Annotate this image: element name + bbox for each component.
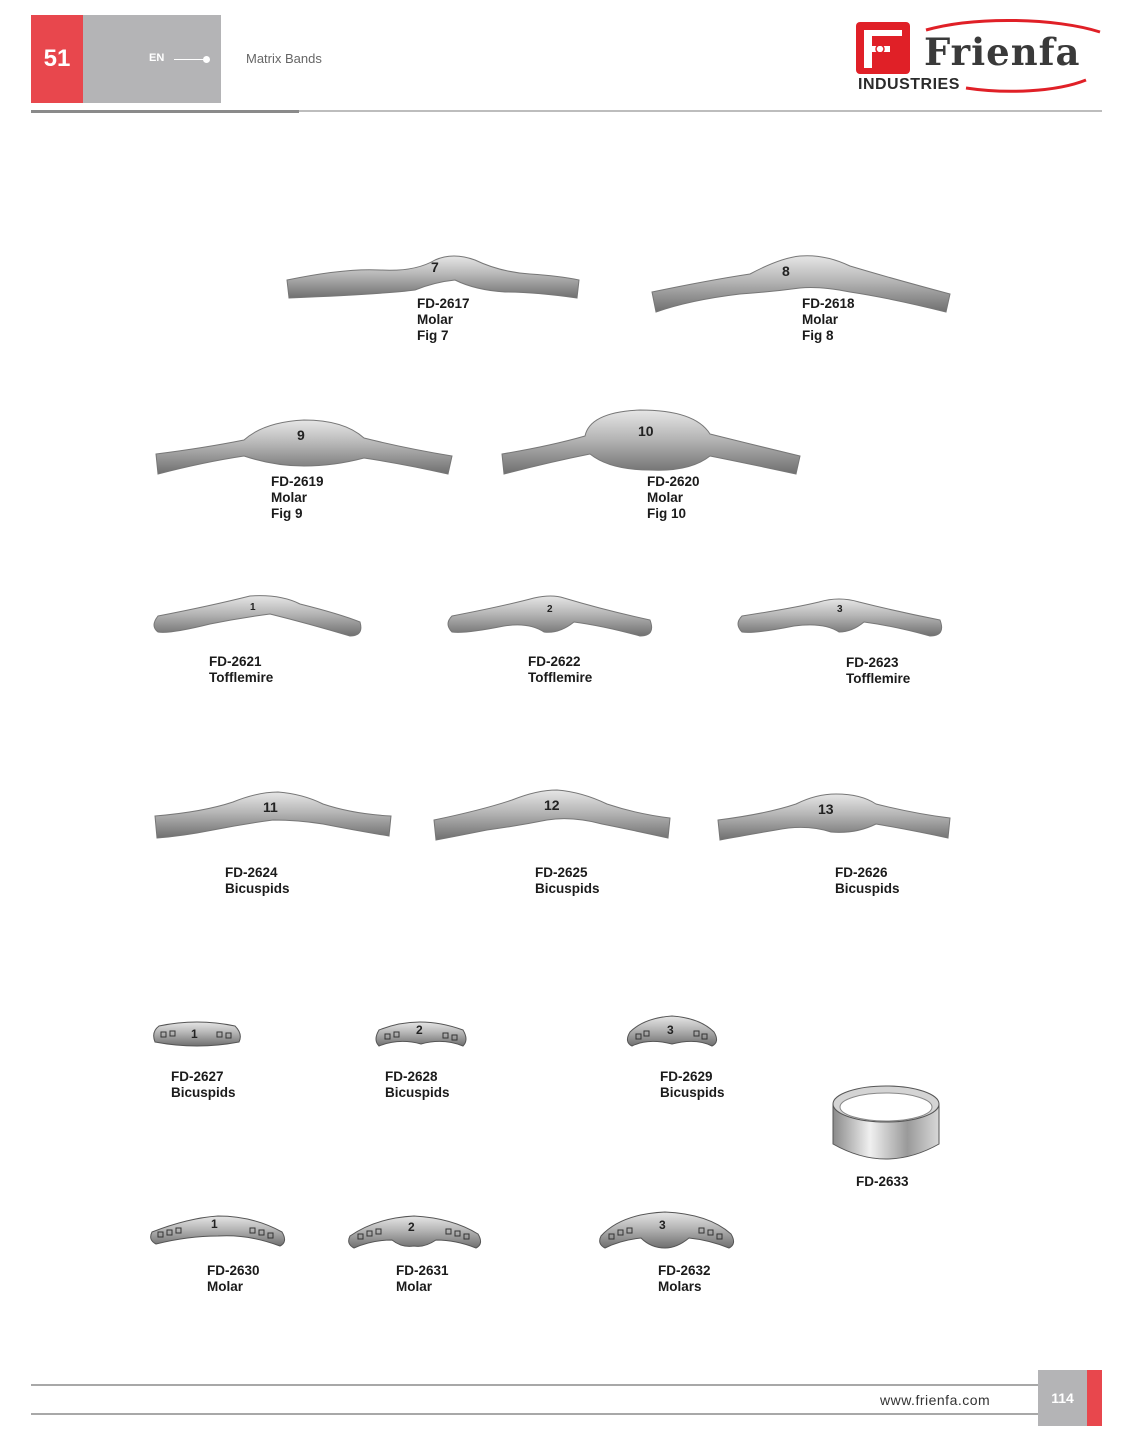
figure-number: 1 — [250, 602, 256, 613]
product-label — [271, 474, 324, 522]
product-label — [535, 865, 600, 897]
figure-number: 9 — [297, 427, 305, 443]
product-type: Tofflemire — [846, 671, 911, 686]
matrix-band-shape — [500, 408, 802, 476]
product-type: Bicuspids — [835, 881, 900, 896]
footer-rule-top — [31, 1384, 1038, 1386]
logo-wordmark: Frienfa — [924, 30, 1081, 74]
matrix-band-shape — [716, 792, 952, 842]
matrix-band-shape — [624, 1014, 720, 1048]
matrix-band-shape — [153, 790, 393, 842]
matrix-band-shape — [734, 594, 946, 640]
product-label — [658, 1263, 711, 1295]
product-type: Molar — [396, 1279, 433, 1294]
product-code: FD-2628 — [385, 1069, 438, 1084]
product-code: FD-2622 — [528, 654, 581, 669]
product-type: Bicuspids — [535, 881, 600, 896]
matrix-band-shape — [444, 592, 656, 640]
product-code: FD-2621 — [209, 654, 262, 669]
matrix-band-ring — [829, 1082, 943, 1166]
product-label — [417, 296, 470, 344]
product-label — [528, 654, 592, 686]
product-type: Bicuspids — [660, 1085, 725, 1100]
figure-number: 8 — [782, 263, 790, 279]
product-code: FD-2627 — [171, 1069, 224, 1084]
product-figure: Fig 9 — [271, 506, 303, 521]
product-label — [396, 1263, 449, 1295]
figure-number: 12 — [544, 797, 560, 813]
figure-number: 7 — [431, 259, 439, 275]
matrix-band-shape — [285, 252, 581, 300]
product-type: Molar — [207, 1279, 244, 1294]
product-type: Molars — [658, 1279, 702, 1294]
product-figure: Fig 10 — [647, 506, 687, 521]
website-link[interactable]: www.frienfa.com — [880, 1392, 991, 1408]
product-code: FD-2629 — [660, 1069, 713, 1084]
product-figure: Fig 7 — [417, 328, 449, 343]
product-label — [171, 1069, 236, 1101]
product-type: Bicuspids — [225, 881, 290, 896]
product-type: Molar — [647, 490, 684, 505]
product-type: Bicuspids — [385, 1085, 450, 1100]
product-code: FD-2632 — [658, 1263, 711, 1278]
product-label — [802, 296, 855, 344]
figure-number: 1 — [191, 1027, 198, 1041]
figure-number: 1 — [211, 1217, 218, 1231]
product-code: FD-2624 — [225, 865, 278, 880]
product-type: Molar — [417, 312, 454, 327]
product-label — [647, 474, 700, 522]
figure-number: 11 — [263, 799, 278, 815]
page-number: 114 — [1051, 1390, 1074, 1406]
matrix-band-shape — [346, 1212, 484, 1250]
figure-number: 2 — [408, 1220, 415, 1234]
logo-subtitle: INDUSTRIES — [858, 76, 960, 93]
language-label: EN — [149, 52, 165, 64]
matrix-band-shape — [154, 416, 454, 476]
product-type: Molar — [271, 490, 308, 505]
figure-number: 2 — [547, 604, 553, 615]
product-label — [846, 655, 910, 687]
product-code: FD-2631 — [396, 1263, 449, 1278]
product-label — [660, 1069, 725, 1101]
section-title: Matrix Bands — [246, 51, 322, 66]
product-code: FD-2619 — [271, 474, 324, 489]
product-figure: Fig 8 — [802, 328, 834, 343]
language-line — [174, 59, 204, 60]
product-label — [856, 1174, 909, 1190]
matrix-band-shape — [151, 1020, 243, 1050]
product-type: Tofflemire — [528, 670, 593, 685]
figure-number: 3 — [659, 1218, 666, 1232]
matrix-band-shape — [597, 1208, 737, 1250]
matrix-band-shape — [373, 1018, 469, 1050]
product-type: Bicuspids — [171, 1085, 236, 1100]
product-label — [225, 865, 290, 897]
product-code: FD-2630 — [207, 1263, 260, 1278]
product-label — [385, 1069, 450, 1101]
header-rule-accent — [31, 110, 299, 113]
product-type: Tofflemire — [209, 670, 274, 685]
product-label — [207, 1263, 260, 1295]
figure-number: 13 — [818, 801, 834, 817]
product-code: FD-2625 — [535, 865, 588, 880]
matrix-band-shape — [148, 1212, 288, 1248]
figure-number: 3 — [667, 1023, 674, 1037]
product-code: FD-2617 — [417, 296, 470, 311]
product-type: Molar — [802, 312, 839, 327]
product-label — [835, 865, 900, 897]
chapter-number: 51 — [43, 45, 71, 72]
matrix-band-shape — [650, 252, 952, 314]
product-code: FD-2620 — [647, 474, 700, 489]
figure-number: 3 — [837, 604, 843, 615]
figure-number: 10 — [638, 423, 654, 439]
page-tab-accent — [1087, 1370, 1102, 1426]
matrix-band-shape — [150, 592, 364, 640]
language-dot — [203, 56, 210, 63]
matrix-band-shape — [432, 788, 672, 842]
product-code: FD-2618 — [802, 296, 855, 311]
footer-rule-bottom — [31, 1413, 1038, 1415]
product-label — [209, 654, 273, 686]
product-code: FD-2633 — [856, 1174, 909, 1189]
figure-number: 2 — [416, 1023, 423, 1037]
product-code: FD-2626 — [835, 865, 888, 880]
product-code: FD-2623 — [846, 655, 899, 670]
